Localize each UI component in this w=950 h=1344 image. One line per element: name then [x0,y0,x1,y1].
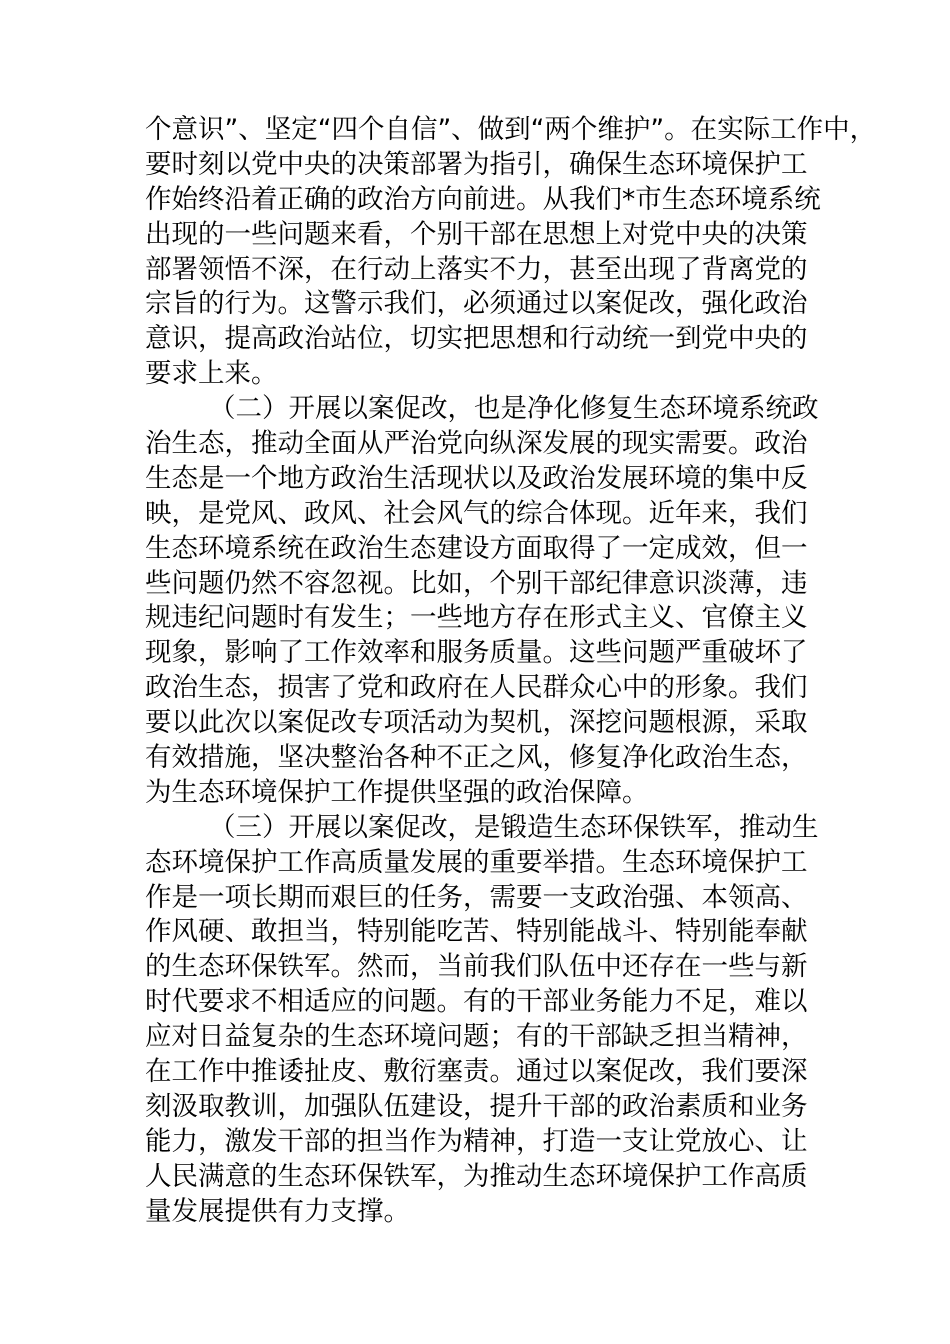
paragraph-political-ecology [145,392,819,811]
document-body [145,113,877,1230]
text-line: 的生态环保铁军。然而，当前我们队伍中还存在一些与新 [145,951,808,983]
text-line: 生态是一个地方政治生活现状以及政治发展环境的集中反 [145,462,808,494]
text-line: 量发展提供有力支撑。 [145,1195,410,1227]
text-line: 个意识”、坚定“四个自信”、做到“两个维护”。在实际工作中， [145,114,877,145]
text-line: 人民满意的生态环保铁军，为推动生态环境保护工作高质 [145,1160,808,1192]
text-line: 政治生态，损害了党和政府在人民群众心中的形象。我们 [145,672,808,704]
text-line: 态环境保护工作高质量发展的重要举措。生态环境保护工 [145,846,808,878]
text-line: 应对日益复杂的生态环境问题；有的干部缺乏担当精神， [145,1021,808,1053]
text-line: （二）开展以案促改，也是净化修复生态环境系统政 [209,393,819,425]
text-line: 规违纪问题时有发生；一些地方存在形式主义、官僚主义 [145,602,808,634]
text-line: 时代要求不相适应的问题。有的干部业务能力不足，难以 [145,986,808,1018]
text-line: 为生态环境保护工作提供坚强的政治保障。 [145,776,649,808]
text-line: 刻汲取教训，加强队伍建设，提升干部的政治素质和业务 [145,1090,808,1122]
text-line: （三）开展以案促改，是锻造生态环保铁军，推动生 [209,811,819,843]
text-line: 作风硬、敢担当，特别能吃苦、特别能战斗、特别能奉献 [145,916,808,948]
text-line: 些问题仍然不容忽视。比如，个别干部纪律意识淡薄，违 [145,567,808,599]
text-line: 能力，激发干部的担当作为精神，打造一支让党放心、让 [145,1125,808,1157]
text-line: 意识，提高政治站位，切实把思想和行动统一到党中央的 [145,323,808,355]
text-line: 要求上来。 [145,358,278,390]
text-line: 出现的一些问题来看，个别干部在思想上对党中央的决策 [145,218,808,250]
text-line: 治生态，推动全面从严治党向纵深发展的现实需要。政治 [145,428,808,460]
text-line: 要时刻以党中央的决策部署为指引，确保生态环境保护工 [145,148,808,180]
text-line: 要以此次以案促改专项活动为契机，深挖问题根源，采取 [145,707,808,739]
text-line: 宗旨的行为。这警示我们，必须通过以案促改，强化政治 [145,288,808,320]
paragraph-environmental-army [145,811,819,1230]
text-line: 在工作中推诿扯皮、敷衍塞责。通过以案促改，我们要深 [145,1056,808,1088]
text-line: 映，是党风、政风、社会风气的综合体现。近年来，我们 [145,497,808,529]
text-line: 作是一项长期而艰巨的任务，需要一支政治强、本领高、 [145,881,808,913]
text-line: 现象，影响了工作效率和服务质量。这些问题严重破坏了 [145,637,808,669]
text-line: 作始终沿着正确的政治方向前进。从我们*市生态环境系统 [145,183,821,215]
text-line: 部署领悟不深，在行动上落实不力，甚至出现了背离党的 [145,253,808,285]
paragraph-political-awareness [145,113,877,392]
text-line: 生态环境系统在政治生态建设方面取得了一定成效，但一 [145,532,808,564]
text-line: 有效措施，坚决整治各种不正之风，修复净化政治生态， [145,742,808,774]
